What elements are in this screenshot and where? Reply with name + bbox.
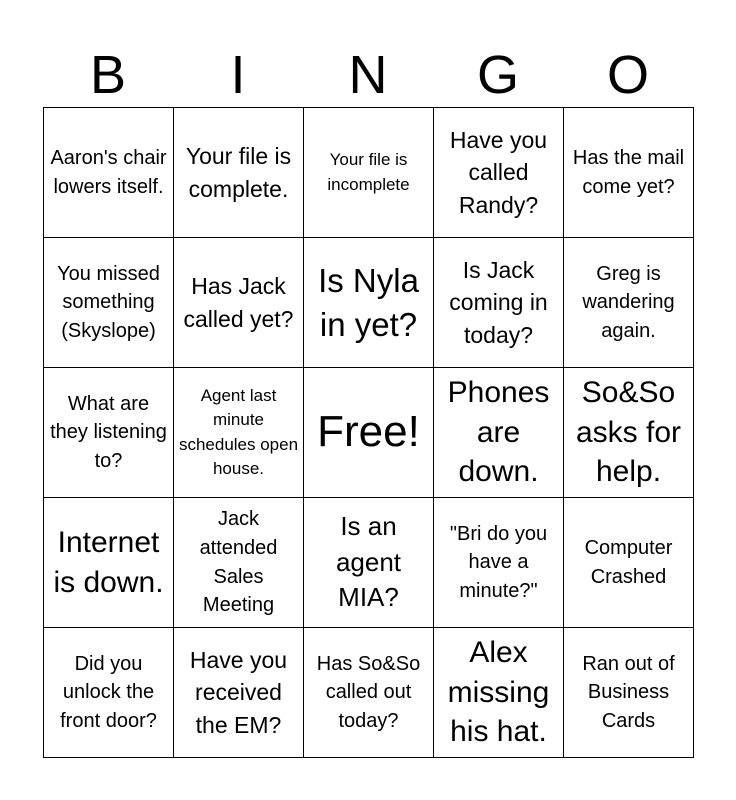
cell-text: Did you unlock the front door? (60, 652, 157, 732)
cell-text: Computer Crashed (584, 536, 673, 588)
cell-text: Has So&So called out today? (316, 652, 421, 732)
cell-text: So&So asks for help. (575, 375, 682, 489)
bingo-cell[interactable] (434, 238, 564, 368)
cell-text: Have you called Randy? (449, 127, 548, 218)
bingo-cell[interactable] (44, 368, 174, 498)
cell-text: "Bri do you have a minute?" (449, 522, 548, 602)
bingo-cell[interactable] (174, 628, 304, 758)
free-space[interactable] (304, 368, 434, 498)
cell-text: Greg is wandering again. (582, 262, 675, 342)
bingo-cell[interactable] (564, 238, 694, 368)
cell-text: Alex missing his hat. (447, 635, 550, 749)
bingo-cell[interactable] (564, 368, 694, 498)
bingo-cell[interactable] (304, 108, 434, 238)
cell-text: Ran out of Business Cards (582, 652, 675, 732)
cell-text: Your file is incomplete (327, 150, 410, 194)
bingo-board (43, 107, 694, 758)
bingo-header (43, 44, 693, 106)
header-letter-n: N (348, 45, 388, 105)
bingo-cell[interactable] (44, 498, 174, 628)
bingo-cell[interactable] (434, 628, 564, 758)
bingo-cell[interactable] (434, 108, 564, 238)
bingo-cell[interactable] (564, 628, 694, 758)
header-letter-g: G (476, 45, 519, 105)
bingo-cell[interactable] (304, 238, 434, 368)
bingo-cell[interactable] (44, 238, 174, 368)
bingo-cell[interactable] (564, 108, 694, 238)
cell-text: Jack attended Sales Meeting (199, 508, 278, 617)
cell-text: Is Nyla in yet? (318, 261, 419, 343)
bingo-cell[interactable] (304, 628, 434, 758)
cell-text: You missed something (Skyslope) (57, 262, 160, 342)
cell-text: Aaron's chair lowers itself. (50, 146, 167, 198)
bingo-cell[interactable] (174, 368, 304, 498)
cell-text: Is an agent MIA? (335, 510, 402, 613)
header-letter-o: O (606, 45, 649, 105)
cell-text: Agent last minute schedules open house. (178, 386, 299, 478)
bingo-cell[interactable] (434, 498, 564, 628)
header-letter-b: B (89, 45, 127, 105)
cell-text: Is Jack coming in today? (449, 257, 548, 348)
bingo-cell[interactable] (174, 238, 304, 368)
cell-text: Free! (317, 407, 420, 457)
cell-text: Your file is complete. (185, 143, 292, 202)
bingo-cell[interactable] (44, 628, 174, 758)
bingo-cell[interactable] (174, 498, 304, 628)
cell-text: Has the mail come yet? (572, 146, 685, 198)
bingo-cell[interactable] (434, 368, 564, 498)
cell-text: Have you received the EM? (189, 647, 288, 738)
cell-text: Phones are down. (447, 375, 550, 489)
cell-text: Internet is down. (53, 525, 164, 599)
cell-text: What are they listening to? (50, 392, 167, 472)
header-letter-i: I (230, 45, 246, 105)
bingo-cell[interactable] (304, 498, 434, 628)
cell-text: Has Jack called yet? (183, 273, 294, 332)
bingo-cell[interactable] (564, 498, 694, 628)
bingo-cell[interactable] (44, 108, 174, 238)
bingo-cell[interactable] (174, 108, 304, 238)
